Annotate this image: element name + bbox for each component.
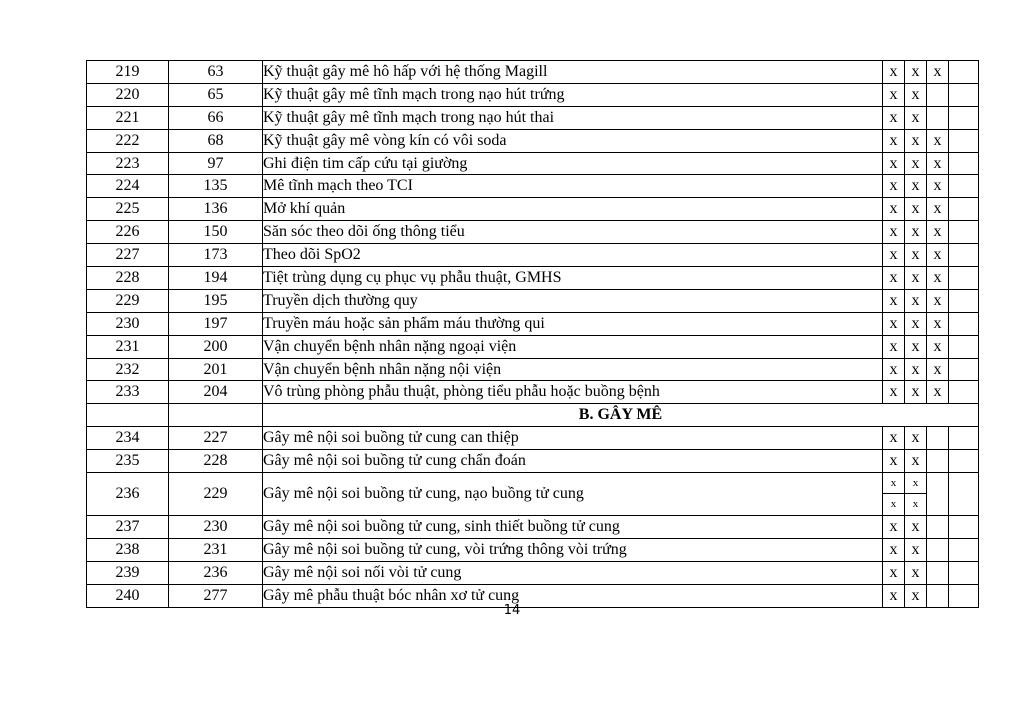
mark-cell-1: x	[883, 335, 905, 358]
procedure-name-cell: Theo dõi SpO2	[263, 244, 883, 267]
extra-cell	[949, 244, 979, 267]
mark-cell-2: x	[905, 267, 927, 290]
stt-cell: 240	[87, 584, 169, 607]
mark-cell-2: x	[905, 289, 927, 312]
stt-cell: 226	[87, 221, 169, 244]
mark-cell-3	[927, 450, 949, 473]
stt-cell: 227	[87, 244, 169, 267]
mark-cell-1: x	[883, 427, 905, 450]
stt-cell: 238	[87, 538, 169, 561]
mark-cell-2: x	[905, 381, 927, 404]
mark-cell-2: x	[905, 175, 927, 198]
stt-cell: 229	[87, 289, 169, 312]
extra-cell	[949, 61, 979, 84]
mark-1-bottom: x	[890, 498, 897, 511]
mark-cell-3: x	[927, 61, 949, 84]
code-cell: 150	[169, 221, 263, 244]
mark-cell-3: x	[927, 221, 949, 244]
table-row	[87, 152, 979, 175]
stt-cell: 225	[87, 198, 169, 221]
stt-cell: 235	[87, 450, 169, 473]
mark-cell-3: x	[927, 198, 949, 221]
extra-cell	[949, 175, 979, 198]
procedure-name-cell: Ghi điện tim cấp cứu tại giường	[263, 152, 883, 175]
code-cell: 195	[169, 289, 263, 312]
mark-cell-3: x	[927, 289, 949, 312]
table-row-split	[87, 473, 979, 516]
table-row	[87, 175, 979, 198]
procedure-name-cell: Gây mê nội soi buồng tử cung, nạo buồng tử cung	[263, 473, 883, 516]
section-title: B. GÂY MÊ	[263, 404, 979, 427]
mark-cell-3	[927, 561, 949, 584]
table-row	[87, 289, 979, 312]
extra-cell	[949, 152, 979, 175]
stt-cell: 236	[87, 473, 169, 516]
mark-cell-1: x	[883, 267, 905, 290]
extra-cell	[949, 516, 979, 539]
table-row	[87, 561, 979, 584]
procedure-name-cell: Vận chuyển bệnh nhân nặng nội viện	[263, 358, 883, 381]
stt-cell: 231	[87, 335, 169, 358]
mark-cell-2: x	[905, 129, 927, 152]
procedure-name-cell: Gây mê phẫu thuật bóc nhân xơ tử cung	[263, 584, 883, 607]
extra-cell	[949, 427, 979, 450]
procedure-name-cell: Kỹ thuật gây mê hô hấp với hệ thống Magill	[263, 61, 883, 84]
extra-cell	[949, 267, 979, 290]
mark-cell-2: x	[905, 584, 927, 607]
code-cell: 68	[169, 129, 263, 152]
extra-cell	[949, 312, 979, 335]
code-cell: 204	[169, 381, 263, 404]
mark-cell-3: x	[927, 358, 949, 381]
stt-cell: 222	[87, 129, 169, 152]
table-row	[87, 381, 979, 404]
code-cell: 201	[169, 358, 263, 381]
extra-cell	[949, 106, 979, 129]
extra-cell	[949, 473, 979, 516]
mark-cell-3: x	[927, 152, 949, 175]
stt-cell: 230	[87, 312, 169, 335]
code-cell: 65	[169, 83, 263, 106]
table-body-a	[87, 61, 979, 404]
mark-cell-1: x	[883, 152, 905, 175]
table-row	[87, 198, 979, 221]
table-row	[87, 516, 979, 539]
mark-cell-2: x	[905, 538, 927, 561]
procedure-name-cell: Săn sóc theo dõi ống thông tiểu	[263, 221, 883, 244]
table-row	[87, 335, 979, 358]
table-row	[87, 427, 979, 450]
table-row	[87, 450, 979, 473]
mark-cell-1: x	[883, 516, 905, 539]
table-body-b1	[87, 427, 979, 473]
split-row-body	[87, 473, 979, 516]
table-row	[87, 129, 979, 152]
mark-cell-1: x	[883, 106, 905, 129]
mark-cell-1: x	[883, 289, 905, 312]
table-row	[87, 83, 979, 106]
procedure-name-cell: Gây mê nội soi buồng tử cung chẩn đoán	[263, 450, 883, 473]
code-cell: 63	[169, 61, 263, 84]
mark-cell-2: x	[905, 221, 927, 244]
mark-cell-2: x	[905, 516, 927, 539]
mark-cell-1: x	[883, 561, 905, 584]
procedure-name-cell: Kỹ thuật gây mê vòng kín có vôi soda	[263, 129, 883, 152]
mark-cell-2: x	[905, 335, 927, 358]
mark-cell-2: x	[905, 561, 927, 584]
procedure-name-cell: Gây mê nội soi buồng tử cung, vòi trứng thông vòi trứng	[263, 538, 883, 561]
mark-cell-1: x	[883, 175, 905, 198]
extra-cell	[949, 83, 979, 106]
stt-cell: 220	[87, 83, 169, 106]
code-cell: 228	[169, 450, 263, 473]
procedure-name-cell: Kỹ thuật gây mê tĩnh mạch trong nạo hút trứng	[263, 83, 883, 106]
code-cell: 197	[169, 312, 263, 335]
section-row	[87, 404, 979, 427]
stt-cell: 233	[87, 381, 169, 404]
stt-cell: 219	[87, 61, 169, 84]
mark-cell-3	[927, 106, 949, 129]
procedure-name-cell: Vận chuyển bệnh nhân nặng ngoại viện	[263, 335, 883, 358]
mark-cell-3	[927, 427, 949, 450]
code-cell: 66	[169, 106, 263, 129]
mark-2-top: x	[905, 473, 926, 494]
table-row	[87, 221, 979, 244]
mark-cell-1: x	[883, 61, 905, 84]
mark-cell-2: x	[905, 358, 927, 381]
mark-cell-3: x	[927, 335, 949, 358]
table-body-b2	[87, 516, 979, 608]
code-cell: 277	[169, 584, 263, 607]
code-cell: 194	[169, 267, 263, 290]
stt-cell: 237	[87, 516, 169, 539]
section-row-body	[87, 404, 979, 427]
table-row	[87, 267, 979, 290]
code-cell: 231	[169, 538, 263, 561]
procedure-name-cell: Vô trùng phòng phẫu thuật, phòng tiểu phẫu hoặc buồng bệnh	[263, 381, 883, 404]
code-cell: 200	[169, 335, 263, 358]
extra-cell	[949, 335, 979, 358]
mark-cell-1: x	[883, 83, 905, 106]
table-row	[87, 244, 979, 267]
code-cell: 230	[169, 516, 263, 539]
mark-cell-1	[883, 473, 905, 516]
code-cell: 236	[169, 561, 263, 584]
extra-cell	[949, 358, 979, 381]
procedure-name-cell: Tiệt trùng dụng cụ phục vụ phẫu thuật, GMHS	[263, 267, 883, 290]
mark-1-top: x	[883, 473, 904, 494]
mark-cell-2: x	[905, 198, 927, 221]
code-cell: 173	[169, 244, 263, 267]
mark-cell-3	[927, 538, 949, 561]
mark-cell-2: x	[905, 83, 927, 106]
mark-cell-1: x	[883, 450, 905, 473]
mark-cell-1: x	[883, 584, 905, 607]
stt-cell: 224	[87, 175, 169, 198]
mark-2-bottom: x	[912, 498, 919, 511]
procedure-name-cell: Truyền máu hoặc sản phẩm máu thường qui	[263, 312, 883, 335]
table-row	[87, 358, 979, 381]
mark-cell-3: x	[927, 381, 949, 404]
extra-cell	[949, 381, 979, 404]
mark-cell-2: x	[905, 312, 927, 335]
procedure-name-cell: Gây mê nội soi buồng tử cung can thiệp	[263, 427, 883, 450]
code-cell: 227	[169, 427, 263, 450]
procedure-name-cell: Mê tĩnh mạch theo TCI	[263, 175, 883, 198]
mark-cell-3: x	[927, 244, 949, 267]
procedure-table	[86, 60, 979, 608]
mark-cell-1: x	[883, 244, 905, 267]
mark-cell-2: x	[905, 450, 927, 473]
mark-cell-2	[905, 473, 927, 516]
stt-cell: 221	[87, 106, 169, 129]
extra-cell	[949, 221, 979, 244]
mark-cell-1: x	[883, 129, 905, 152]
procedure-name-cell: Mở khí quản	[263, 198, 883, 221]
section-stt-cell	[87, 404, 169, 427]
mark-cell-3: x	[927, 312, 949, 335]
extra-cell	[949, 198, 979, 221]
mark-cell-1: x	[883, 358, 905, 381]
mark-cell-2: x	[905, 106, 927, 129]
procedure-name-cell: Truyền dịch thường quy	[263, 289, 883, 312]
mark-cell-3: x	[927, 175, 949, 198]
extra-cell	[949, 289, 979, 312]
stt-cell: 232	[87, 358, 169, 381]
page-number: 14	[503, 603, 521, 618]
mark-cell-3: x	[927, 129, 949, 152]
mark-cell-3	[927, 516, 949, 539]
mark-cell-2: x	[905, 244, 927, 267]
section-code-cell	[169, 404, 263, 427]
table-row	[87, 61, 979, 84]
stt-cell: 239	[87, 561, 169, 584]
mark-cell-3: x	[927, 267, 949, 290]
mark-cell-1: x	[883, 538, 905, 561]
extra-cell	[949, 129, 979, 152]
mark-cell-3	[927, 83, 949, 106]
stt-cell: 223	[87, 152, 169, 175]
table-row	[87, 312, 979, 335]
mark-cell-1: x	[883, 381, 905, 404]
mark-cell-3	[927, 473, 949, 516]
code-cell: 97	[169, 152, 263, 175]
table-row	[87, 538, 979, 561]
table-row	[87, 106, 979, 129]
procedure-name-cell: Kỹ thuật gây mê tĩnh mạch trong nạo hút thai	[263, 106, 883, 129]
procedure-name-cell: Gây mê nội soi nối vòi tử cung	[263, 561, 883, 584]
mark-cell-2: x	[905, 61, 927, 84]
procedure-name-cell: Gây mê nội soi buồng tử cung, sinh thiết buồng tử cung	[263, 516, 883, 539]
code-cell: 135	[169, 175, 263, 198]
mark-cell-1: x	[883, 312, 905, 335]
mark-cell-2: x	[905, 427, 927, 450]
mark-cell-1: x	[883, 221, 905, 244]
code-cell: 229	[169, 473, 263, 516]
mark-cell-2: x	[905, 152, 927, 175]
extra-cell	[949, 538, 979, 561]
stt-cell: 228	[87, 267, 169, 290]
extra-cell	[949, 561, 979, 584]
extra-cell	[949, 450, 979, 473]
mark-cell-1: x	[883, 198, 905, 221]
code-cell: 136	[169, 198, 263, 221]
stt-cell: 234	[87, 427, 169, 450]
